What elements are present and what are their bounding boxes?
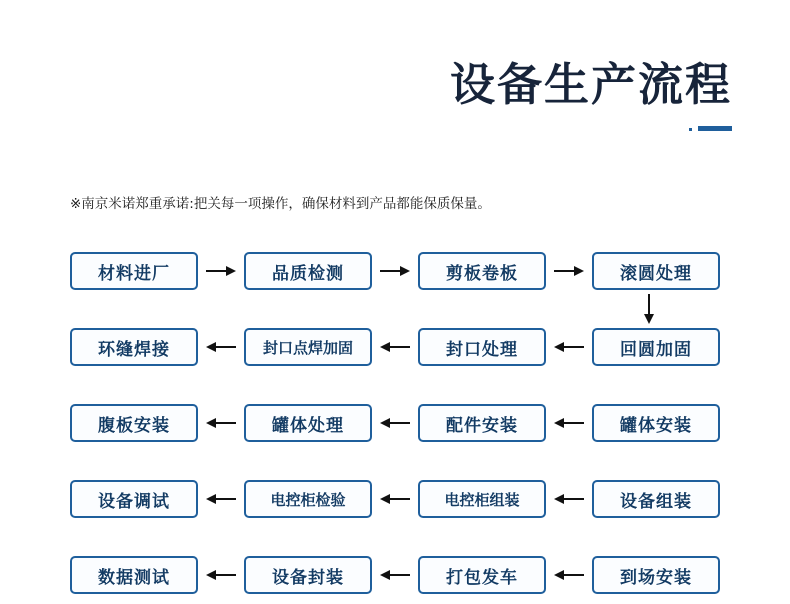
flow-node-cell (418, 480, 546, 518)
arrow-left-icon (372, 480, 418, 518)
flow-node-rounding-process: 滚圆处理 (592, 252, 720, 290)
flow-node-cell (592, 404, 720, 442)
flow-node-data-testing: 数据测试 (70, 556, 198, 594)
flow-node-re-rounding-reinforce: 回圆加固 (592, 328, 720, 366)
flow-node-onsite-installation: 到场安装 (592, 556, 720, 594)
flow-node-baffle-installation: 腹板安装 (70, 404, 198, 442)
flow-node-seal-spot-weld-reinforce: 封口点焊加固 (244, 328, 372, 366)
flow-node-cell (70, 252, 198, 290)
arrow-right-icon (546, 252, 592, 290)
flow-node-cell (592, 480, 720, 518)
promise-note: ※南京米诺郑重承诺:把关每一项操作，确保材料到产品都能保质保量。 (70, 196, 491, 212)
arrow-left-icon (198, 404, 244, 442)
arrow-right-icon (372, 252, 418, 290)
arrow-left-icon (198, 328, 244, 366)
flow-row-2 (70, 326, 720, 368)
flow-node-cell (70, 480, 198, 518)
flow-node-cell (244, 556, 372, 594)
flow-node-shearing-rolling: 剪板卷板 (418, 252, 546, 290)
title-underline-decoration (698, 126, 732, 131)
flow-node-cell (244, 404, 372, 442)
arrow-left-icon (546, 404, 592, 442)
arrow-down-icon (642, 292, 656, 326)
flow-node-cell (418, 404, 546, 442)
flow-node-girth-welding: 环缝焊接 (70, 328, 198, 366)
arrow-left-icon (198, 480, 244, 518)
arrow-left-icon (372, 404, 418, 442)
flow-node-tank-installation: 罐体安装 (592, 404, 720, 442)
flow-row-4 (70, 478, 720, 520)
flow-node-cell (418, 556, 546, 594)
arrow-left-icon (546, 328, 592, 366)
flow-node-cell (418, 328, 546, 366)
flow-node-equipment-assembly: 设备组装 (592, 480, 720, 518)
arrow-left-icon (372, 328, 418, 366)
flow-node-packing-shipping: 打包发车 (418, 556, 546, 594)
flow-node-cell (70, 404, 198, 442)
arrow-left-icon (372, 556, 418, 594)
flow-node-cell (70, 328, 198, 366)
page-title: 设备生产流程 (449, 58, 732, 111)
flow-node-tank-treatment: 罐体处理 (244, 404, 372, 442)
flow-node-control-cabinet-assembly: 电控柜组装 (418, 480, 546, 518)
arrow-left-icon (198, 556, 244, 594)
flow-node-quality-inspection: 品质检测 (244, 252, 372, 290)
flow-node-material-intake: 材料进厂 (70, 252, 198, 290)
arrow-left-icon (546, 480, 592, 518)
flow-node-cell (592, 556, 720, 594)
flow-node-cell (70, 556, 198, 594)
flow-row-1 (70, 250, 720, 292)
flow-row-5 (70, 554, 720, 596)
flow-node-cell (418, 252, 546, 290)
flow-node-cell (592, 252, 720, 290)
flow-node-cell (244, 328, 372, 366)
flow-node-control-cabinet-inspection: 电控柜检验 (244, 480, 372, 518)
flow-node-equipment-packaging: 设备封装 (244, 556, 372, 594)
flow-node-cell (244, 252, 372, 290)
arrow-right-icon (198, 252, 244, 290)
flow-node-accessory-installation: 配件安装 (418, 404, 546, 442)
flow-node-cell (244, 480, 372, 518)
flow-row-3 (70, 402, 720, 444)
title-dot-decoration (689, 128, 692, 131)
flow-node-cell (592, 328, 720, 366)
arrow-left-icon (546, 556, 592, 594)
flow-node-sealing-process: 封口处理 (418, 328, 546, 366)
process-flow-diagram (70, 250, 720, 596)
flow-node-equipment-commissioning: 设备调试 (70, 480, 198, 518)
